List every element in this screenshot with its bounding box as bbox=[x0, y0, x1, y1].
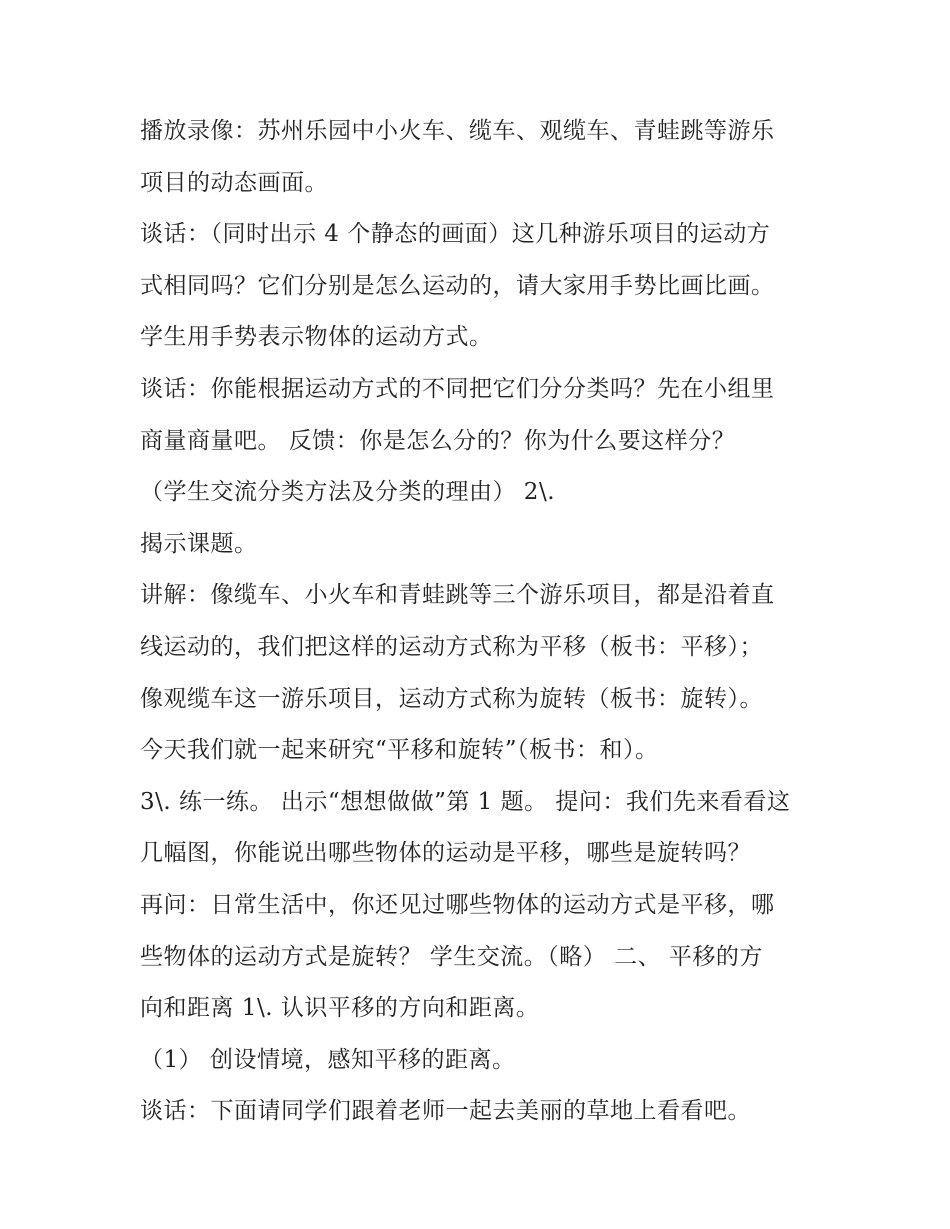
text-line: 商量商量吧。 反馈：你是怎么分的？你为什么要这样分？ bbox=[140, 427, 736, 454]
text-line: （1） 创设情境，感知平移的距离。 bbox=[140, 1046, 516, 1073]
text-line: 式相同吗？它们分别是怎么运动的，请大家用手势比画比画。 bbox=[140, 272, 775, 299]
text-line: 向和距离 1\. 认识平移的方向和距离。 bbox=[140, 995, 540, 1022]
text-line: 再问：日常生活中，你还见过哪些物体的运动方式是平移，哪 bbox=[140, 891, 775, 918]
text-line: 播放录像：苏州乐园中小火车、缆车、观缆车、青蛙跳等游乐 bbox=[140, 118, 775, 144]
text-line: 线运动的，我们把这样的运动方式称为平移（板书：平移）； bbox=[140, 633, 763, 660]
text-line: 今天我们就一起来研究“平移和旋转”（板书：和）。 bbox=[140, 737, 659, 764]
document-body bbox=[140, 106, 830, 1138]
text-line: 像观缆车这一游乐项目，运动方式称为旋转（板书：旋转）。 bbox=[140, 685, 763, 712]
text-line: 讲解：像缆车、小火车和青蛙跳等三个游乐项目，都是沿着直 bbox=[140, 582, 775, 609]
text-line: 3\. 练一练。 出示“想想做做”第 1 题。 提问：我们先来看看这 bbox=[140, 788, 791, 815]
text-line: 学生用手势表示物体的运动方式。 bbox=[140, 324, 493, 351]
text-line: 揭示课题。 bbox=[140, 530, 258, 557]
text-line: 项目的动态画面。 bbox=[140, 169, 328, 196]
text-line: （学生交流分类方法及分类的理由） 2\. bbox=[140, 479, 556, 506]
text-line: 些物体的运动方式是旋转？ 学生交流。（略） 二、 平移的方 bbox=[140, 943, 763, 970]
text-line: 谈话：（同时出示 4 个静态的画面）这几种游乐项目的运动方 bbox=[140, 221, 771, 248]
text-line: 谈话：下面请同学们跟着老师一起去美丽的草地上看看吧。 bbox=[140, 1098, 751, 1125]
text-line: 几幅图，你能说出哪些物体的运动是平移，哪些是旋转吗？ bbox=[140, 840, 751, 867]
text-line: 谈话：你能根据运动方式的不同把它们分分类吗？先在小组里 bbox=[140, 375, 775, 402]
